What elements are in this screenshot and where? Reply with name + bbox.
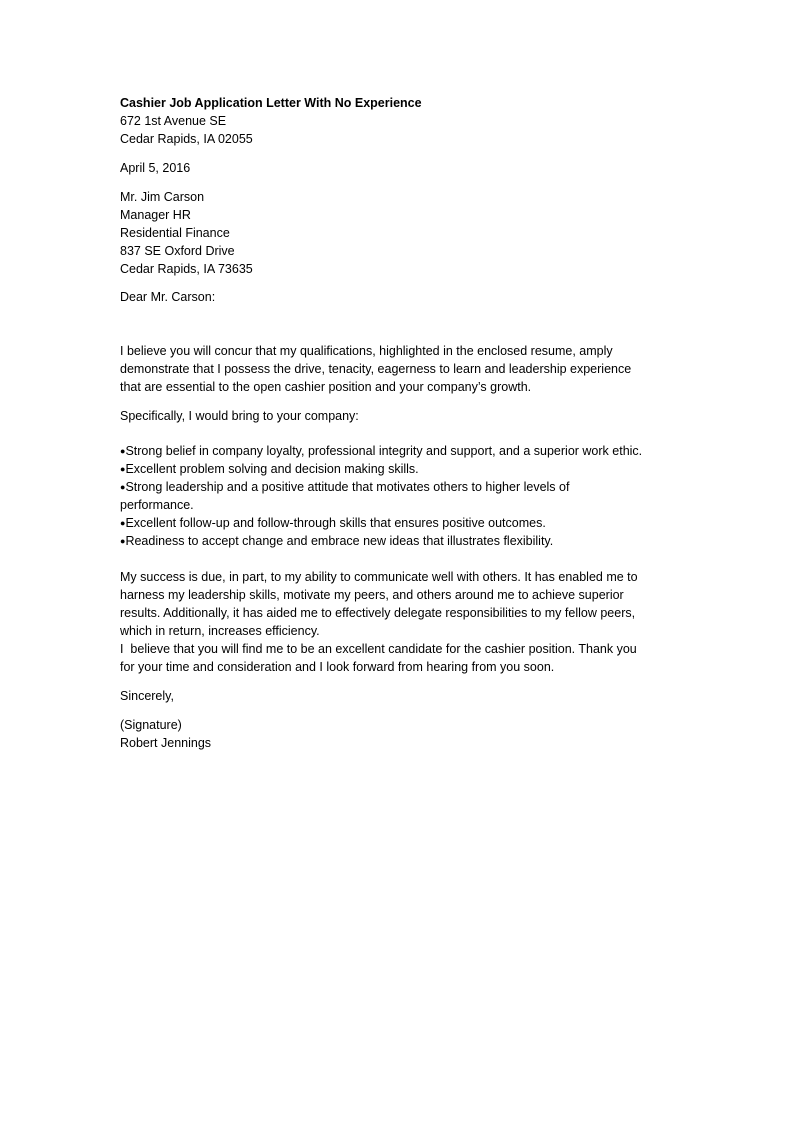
letter-page — [120, 94, 672, 752]
paragraph-line: I believe that you will find me to be an excellent candidate for the cashier position. Thank you — [120, 642, 637, 656]
bullet-text-continued: performance. — [120, 498, 194, 512]
bullets-intro: Specifically, I would bring to your company: — [120, 409, 359, 423]
bullet-text: Strong leadership and a positive attitude that motivates others to higher levels of — [125, 480, 570, 494]
paragraph-line: My success is due, in part, to my ability to communicate well with others. It has enabled me to — [120, 570, 638, 584]
document-title: Cashier Job Application Letter With No Experience — [120, 96, 422, 110]
paragraph-line: I believe you will concur that my qualifications, highlighted in the enclosed resume, amply — [120, 344, 613, 358]
recipient-name: Mr. Jim Carson — [120, 190, 205, 204]
closing: Sincerely, — [120, 689, 174, 703]
bullet-dot-icon: ● — [120, 464, 126, 474]
sender-address — [120, 112, 672, 148]
paragraph-success — [120, 568, 672, 676]
bullet-text: Excellent problem solving and decision making skills. — [125, 462, 419, 476]
signer-name: Robert Jennings — [120, 736, 212, 750]
bullet-dot-icon: ● — [120, 446, 126, 456]
recipient-company: Residential Finance — [120, 226, 230, 240]
bullet-item — [120, 514, 672, 532]
bullet-item — [120, 478, 672, 514]
bullet-item — [120, 442, 672, 460]
bullet-text: Readiness to accept change and embrace new ideas that illustrates flexibility. — [125, 534, 554, 548]
bullet-list — [120, 442, 672, 550]
salutation: Dear Mr. Carson: — [120, 290, 216, 304]
recipient-city: Cedar Rapids, IA 73635 — [120, 262, 253, 276]
recipient-address — [120, 188, 672, 278]
bullet-dot-icon: ● — [120, 536, 126, 546]
bullet-item — [120, 460, 672, 478]
bullet-text: Strong belief in company loyalty, professional integrity and support, and a superior work ethic. — [125, 444, 643, 458]
paragraph-line: which in return, increases efficiency. — [120, 624, 320, 638]
paragraph-line: that are essential to the open cashier position and your company’s growth. — [120, 380, 532, 394]
bullet-dot-icon: ● — [120, 482, 126, 492]
paragraph-line: harness my leadership skills, motivate my peers, and others around me to achieve superior — [120, 588, 624, 602]
recipient-role: Manager HR — [120, 208, 191, 222]
recipient-street: 837 SE Oxford Drive — [120, 244, 235, 258]
sender-address-line2: Cedar Rapids, IA 02055 — [120, 132, 253, 146]
paragraph-intro — [120, 342, 672, 396]
bullet-text: Excellent follow-up and follow-through skills that ensures positive outcomes. — [125, 516, 546, 530]
paragraph-line: demonstrate that I possess the drive, tenacity, eagerness to learn and leadership experience — [120, 362, 632, 376]
signature-block — [120, 716, 672, 752]
signature-placeholder: (Signature) — [120, 718, 182, 732]
paragraph-line: for your time and consideration and I look forward from hearing from you soon. — [120, 660, 555, 674]
paragraph-line: results. Additionally, it has aided me to effectively delegate responsibilities to my fellow peers, — [120, 606, 636, 620]
bullet-item — [120, 532, 672, 550]
bullet-dot-icon: ● — [120, 518, 126, 528]
sender-address-line1: 672 1st Avenue SE — [120, 114, 227, 128]
letter-date: April 5, 2016 — [120, 161, 191, 175]
